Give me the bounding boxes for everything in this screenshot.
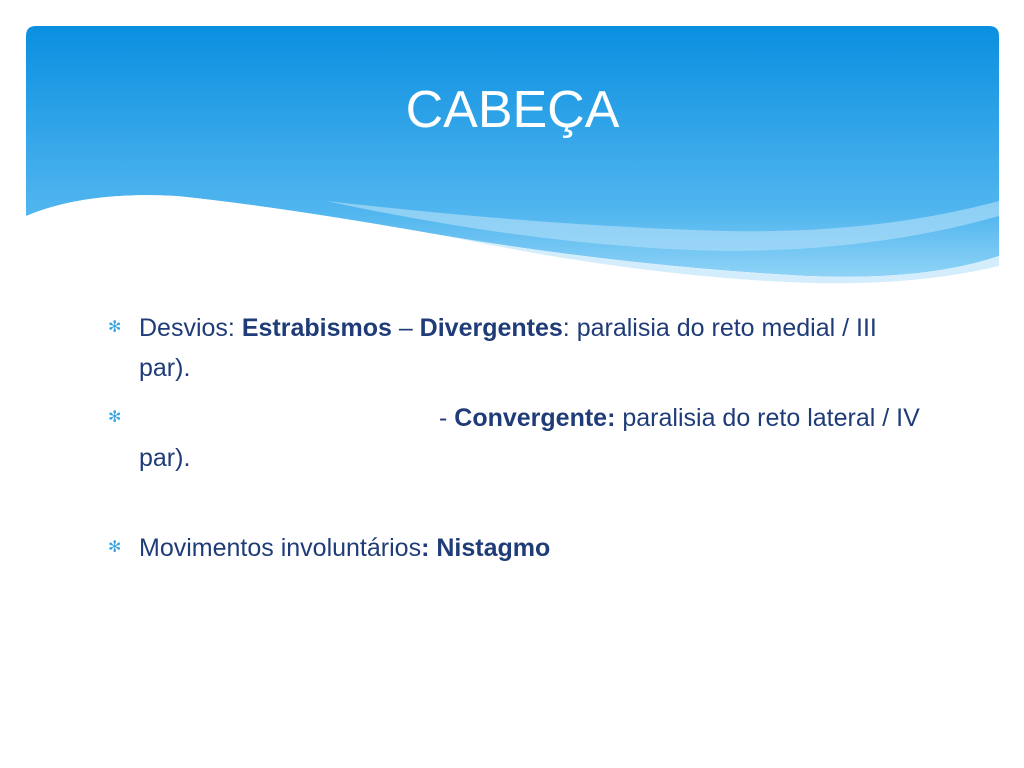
bullet-text (139, 314, 877, 382)
wave-background (26, 26, 999, 286)
text-convergente-desc: paralisia do reto lateral / IV par). (139, 404, 920, 472)
bullet-text (139, 404, 920, 472)
text-desvios: Desvios: (139, 314, 242, 342)
text-convergente: Convergente: (454, 404, 616, 432)
text-nistagmo: : Nistagmo (421, 534, 551, 562)
text-divergentes-desc: : paralisia do reto medial / III par). (139, 314, 877, 382)
list-item (108, 398, 928, 478)
bullet-text (139, 534, 550, 562)
text-divergentes: Divergentes (419, 314, 563, 342)
header-banner (26, 26, 999, 286)
text-estrabismos: Estrabismos (241, 314, 392, 342)
text-dash: – (391, 314, 420, 342)
asterisk-bullet-icon: ✻ (108, 539, 122, 556)
text-movimentos: Movimentos involuntários (139, 534, 422, 562)
list-item (108, 528, 928, 568)
list-item (108, 308, 928, 388)
asterisk-bullet-icon: ✻ (108, 409, 122, 426)
bullet-list (108, 308, 928, 568)
asterisk-bullet-icon: ✻ (108, 319, 122, 336)
text-hyphen: - (439, 404, 455, 432)
page-title: CABEÇA (405, 81, 620, 139)
